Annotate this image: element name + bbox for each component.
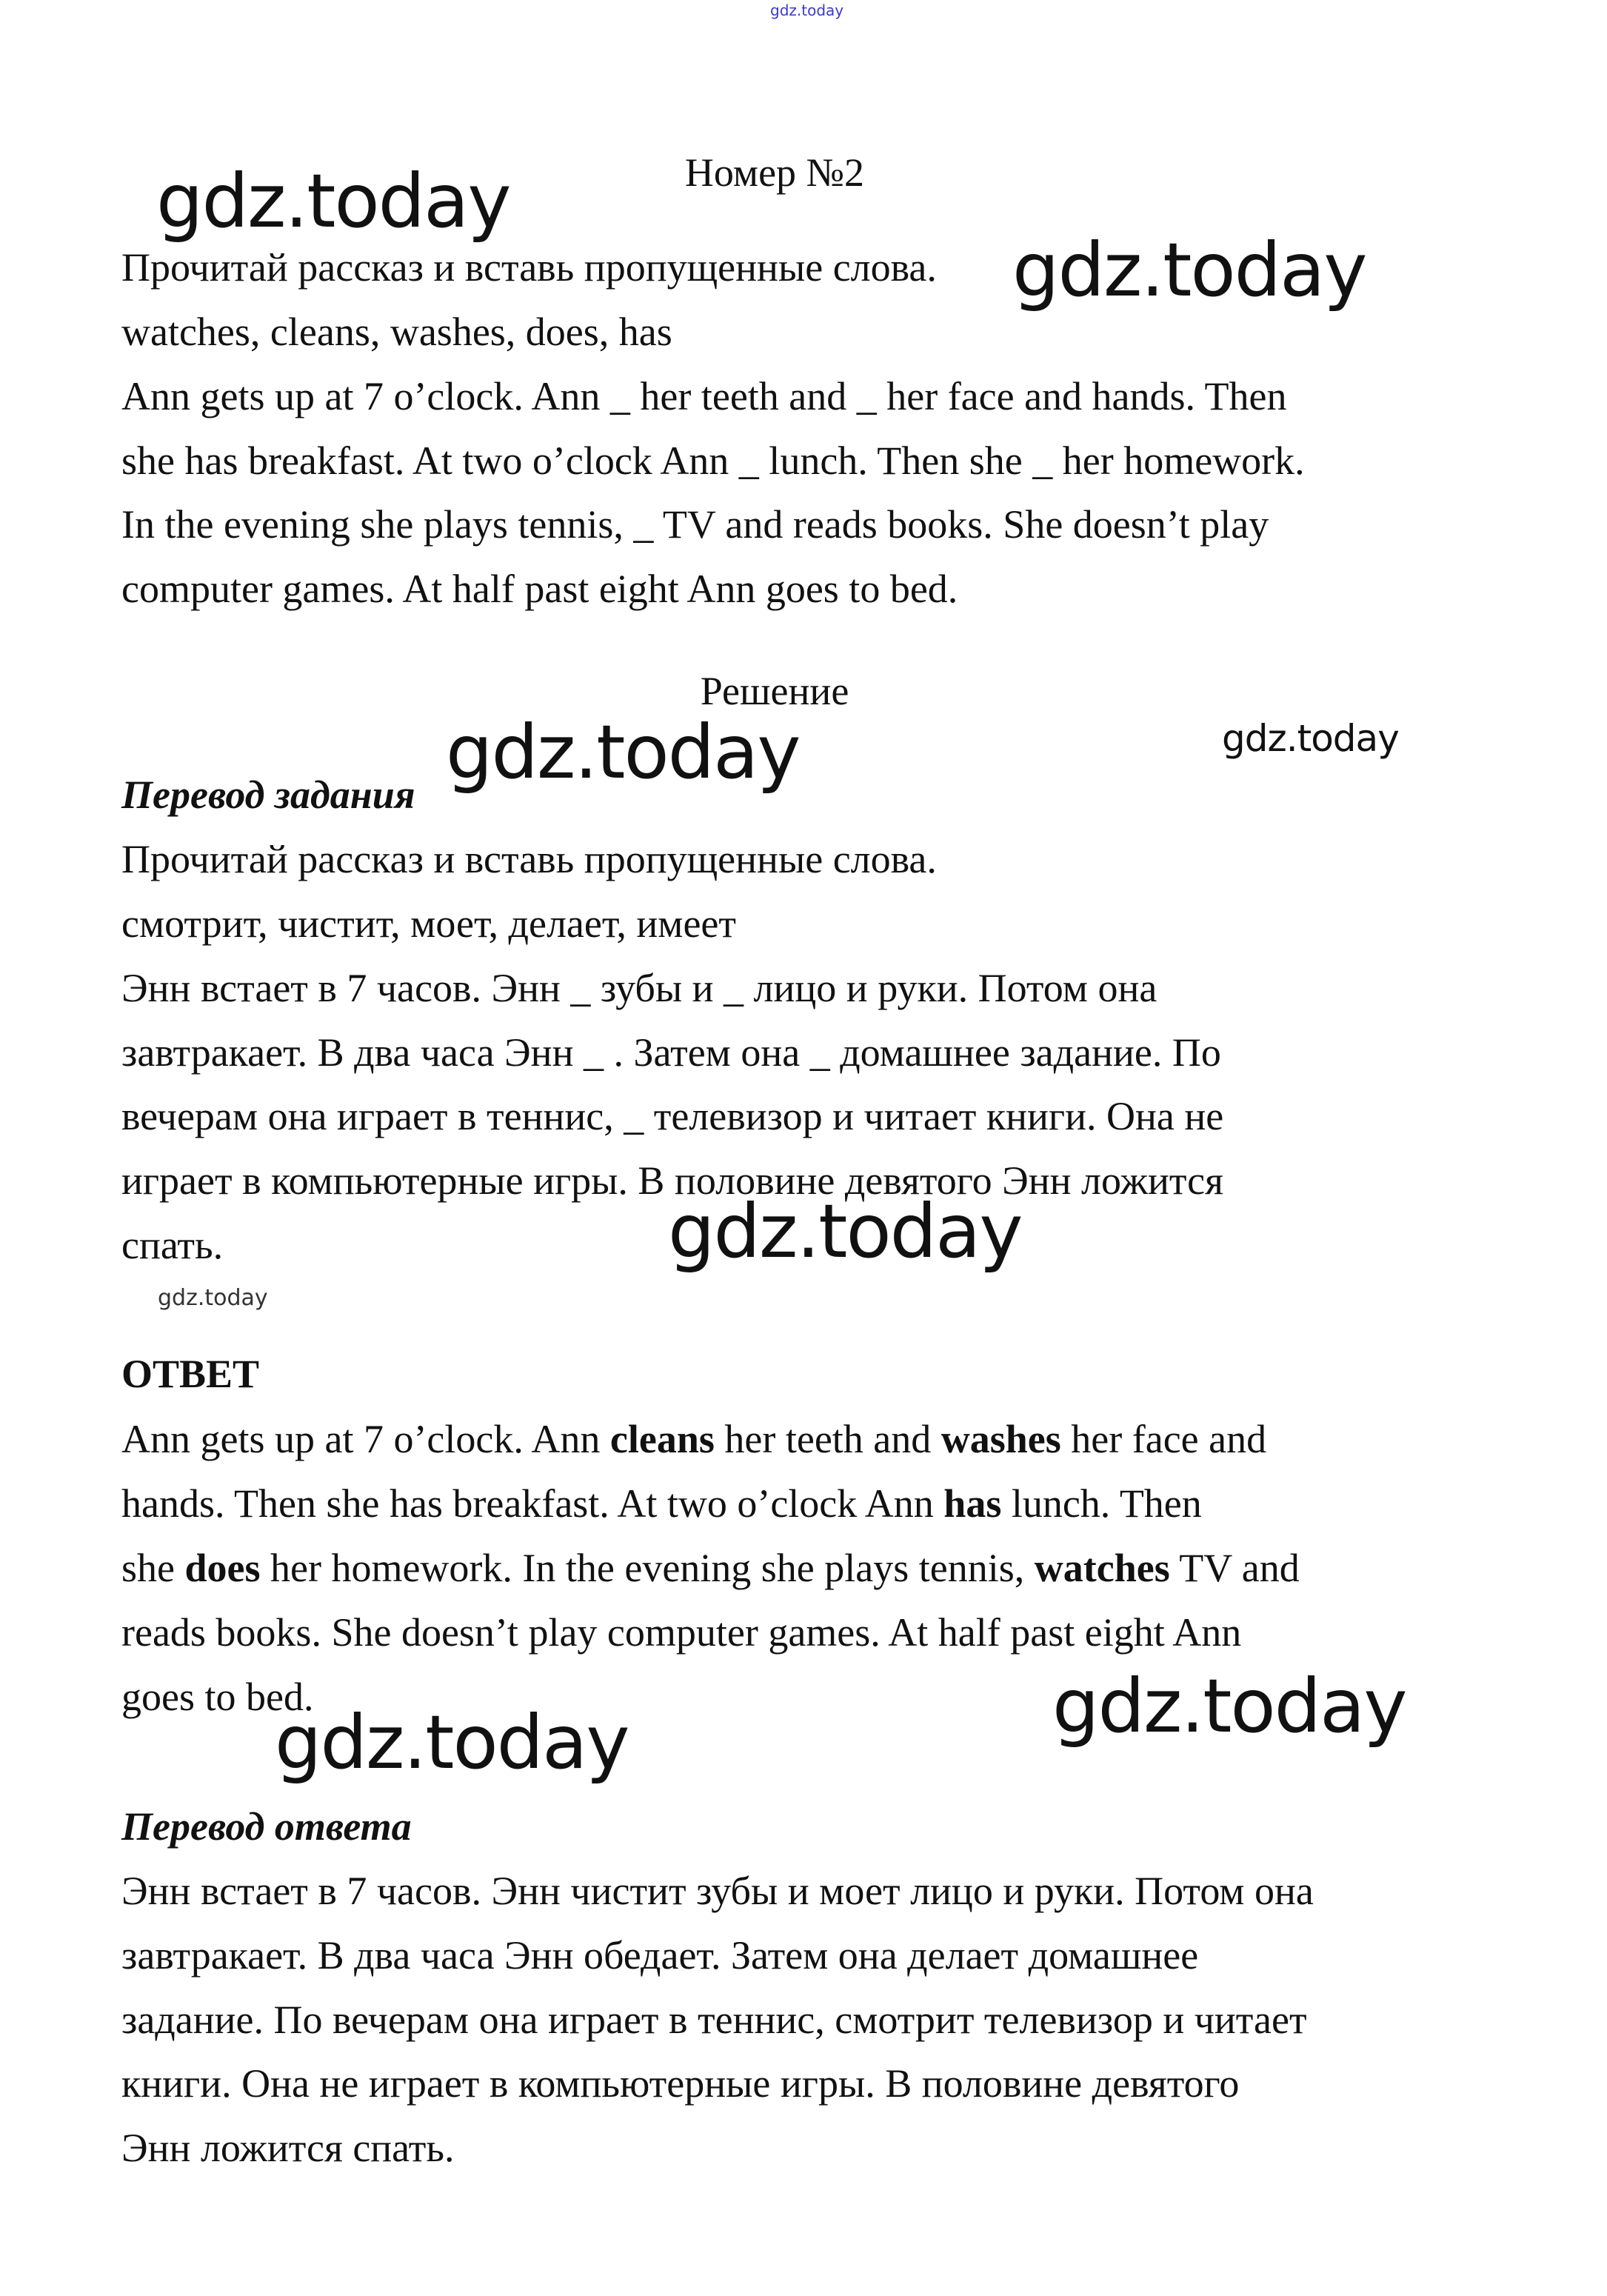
answer-word: watches <box>1034 1546 1170 1590</box>
task-text-line: Ann gets up at 7 o’clock. Ann _ her teeth and _ her face and hands. Then <box>121 374 1287 418</box>
translation-line: задание. По вечерам она играет в теннис, смотрит телевизор и читает <box>121 1998 1307 2042</box>
answer-line: goes to bed. <box>121 1675 314 1719</box>
answer-translation-heading: Перевод ответа <box>121 1804 412 1849</box>
translation-line: вечерам она играет в теннис, _ телевизор и читает книги. Она не <box>121 1094 1224 1138</box>
word-bank: watches, cleans, washes, does, has <box>121 310 672 354</box>
answer-word: washes <box>941 1417 1061 1461</box>
translation-line: завтракает. В два часа Энн обедает. Затем она делает домашнее <box>121 1933 1199 1978</box>
watermark: gdz.today <box>156 158 510 244</box>
watermark: gdz.today <box>668 1188 1022 1275</box>
translation-line: книги. Она не играет в компьютерные игры. В половине девятого <box>121 2061 1240 2106</box>
answer-text: TV and <box>1169 1546 1300 1590</box>
answer-text: her teeth and <box>714 1417 941 1461</box>
answer-line: reads books. She doesn’t play computer games. At half past eight Ann <box>121 1610 1242 1655</box>
task-instruction: Прочитай рассказ и вставь пропущенные слова. <box>121 245 937 290</box>
translation-line: завтракает. В два часа Энн _ . Затем она _ домашнее задание. По <box>121 1030 1221 1075</box>
task-translation-heading: Перевод задания <box>121 772 415 817</box>
page-title: Номер №2 <box>684 150 865 195</box>
translation-line: Прочитай рассказ и вставь пропущенные слова. <box>121 837 937 881</box>
watermark: gdz.today <box>1012 227 1366 313</box>
answer-text: lunch. Then <box>1001 1481 1202 1526</box>
solution-heading: Решение <box>700 669 849 713</box>
watermark: gdz.today <box>275 1699 629 1786</box>
watermark: gdz.today <box>446 709 800 795</box>
watermark: gdz.today <box>158 1285 268 1311</box>
answer-text: hands. Then she has breakfast. At two o’clock Ann <box>121 1481 944 1526</box>
answer-text: she <box>121 1546 185 1590</box>
answer-line <box>121 1478 1202 1529</box>
answer-heading: ОТВЕТ <box>121 1352 260 1396</box>
translation-line: Энн ложится спать. <box>121 2126 455 2170</box>
answer-word: has <box>943 1481 1002 1526</box>
answer-text: Ann gets up at 7 o’clock. Ann <box>121 1417 610 1461</box>
answer-line <box>121 1413 1266 1465</box>
translation-line: спать. <box>121 1223 224 1267</box>
task-text-line: computer games. At half past eight Ann goes to bed. <box>121 567 958 611</box>
answer-text: her face and <box>1060 1417 1267 1461</box>
watermark: gdz.today <box>1052 1663 1406 1749</box>
task-text-line: she has breakfast. At two o’clock Ann _ lunch. Then she _ her homework. <box>121 438 1305 483</box>
translation-line: смотрит, чистит, моет, делает, имеет <box>121 901 736 946</box>
translation-line: Энн встает в 7 часов. Энн _ зубы и _ лицо и руки. Потом она <box>121 966 1157 1010</box>
task-text-line: In the evening she plays tennis, _ TV and reads books. She doesn’t play <box>121 502 1269 547</box>
answer-line <box>121 1542 1300 1594</box>
watermark: gdz.today <box>1222 717 1399 760</box>
answer-word: cleans <box>609 1417 715 1461</box>
translation-line: играет в компьютерные игры. В половине девятого Энн ложится <box>121 1158 1223 1203</box>
answer-text: her homework. In the evening she plays tennis, <box>260 1546 1035 1590</box>
watermark: gdz.today <box>770 1 844 19</box>
answer-word: does <box>184 1546 261 1590</box>
translation-line: Энн встает в 7 часов. Энн чистит зубы и моет лицо и руки. Потом она <box>121 1869 1314 1913</box>
